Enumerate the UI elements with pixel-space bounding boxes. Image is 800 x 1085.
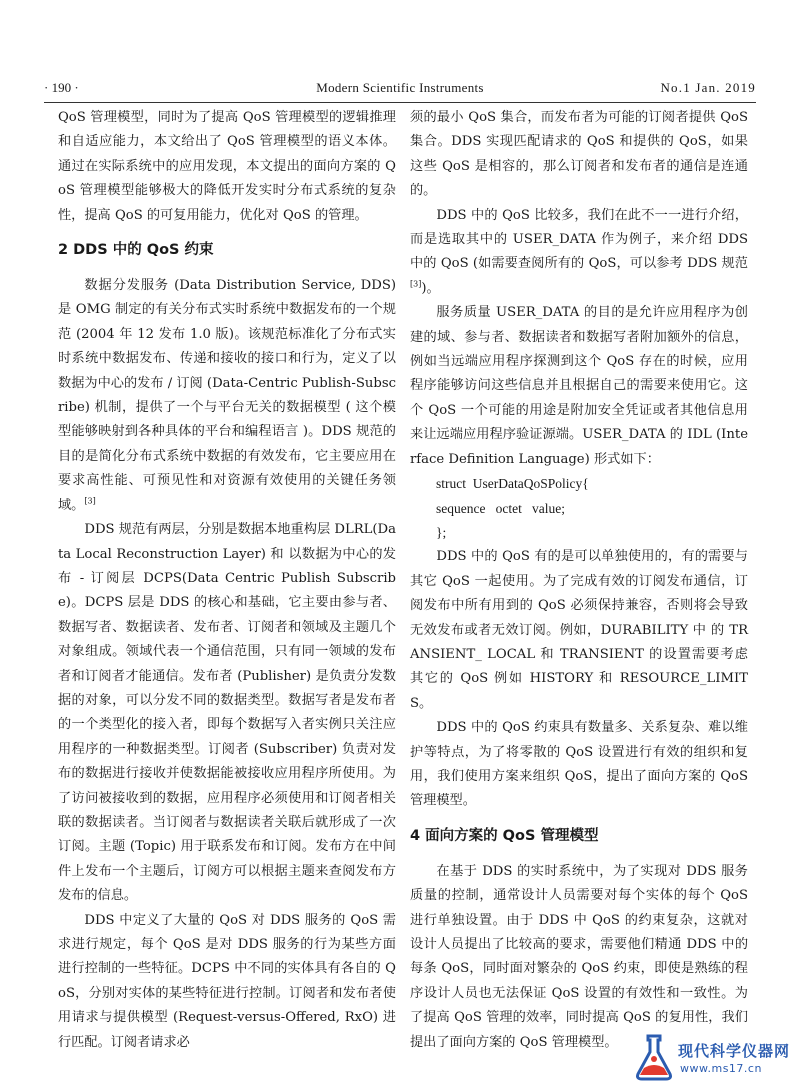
- section-heading: 2 DDS 中的 QoS 约束: [58, 242, 214, 259]
- paragraph: DDS 中的 QoS 约束具有数量多、关系复杂、难以维护等特点，为了将零散的 QoS 设置进行有效的组织和复用，我们使用方案来组织 QoS，提出了面向方案的 QoS 管理模型。: [410, 720, 748, 809]
- journal-name: Modern Scientific Instruments: [316, 80, 484, 95]
- paragraph: [410, 204, 748, 302]
- paragraph: QoS 管理模型，同时为了提高 QoS 管理模型的逻辑推理和自适应能力，本文给出了 QoS 管理模型的语义本体。通过在实际系统中的应用发现，本文提出的面向方案的 QoS 管理模型能够极大的降低开发实时分布式系统的复杂性，提高 QoS 的可复用能力，优化对 QoS 的管理。: [58, 110, 396, 223]
- paragraph: DDS 中定义了大量的 QoS 对 DDS 服务的 QoS 需求进行规定，每个 QoS 是对 DDS 服务的行为某些方面进行控制的一些特征。DCPS 中不同的实体具有各自的 QoS，分别对实体的某些特征进行控制。订阅者和发布者使用请求与提供模型 (Request-versus-Offered, RxO) 进行匹配。订阅者请求必: [58, 912, 396, 1050]
- paragraph: [58, 274, 396, 518]
- code-block: [410, 472, 748, 545]
- issue-info: No.1 Jan. 2019: [660, 80, 756, 95]
- paragraph-text: DDS 中的 QoS 比较多，我们在此不一一进行介绍，而是选取其中的 USER_DATA 作为例子，来介绍 DDS 中的 QoS (如需要查阅所有的 QoS，可以参考 DDS 规范: [410, 207, 748, 272]
- watermark-url: www.ms17.cn: [680, 1062, 762, 1075]
- page-number: · 190 ·: [44, 80, 79, 95]
- site-watermark: [630, 1030, 800, 1085]
- paragraph: 须的最小 QoS 集合，而发布者为可能的订阅者提供 QoS 集合。DDS 实现匹配请求的 QoS 和提供的 QoS，如果这些 QoS 是相容的，那么订阅者和发布者的通信是连通的。: [410, 110, 748, 199]
- code-line: };: [436, 524, 447, 540]
- left-column: [58, 106, 396, 1055]
- flask-logo-icon: [632, 1032, 676, 1082]
- running-header: [44, 78, 756, 103]
- paragraph: DDS 中的 QoS 有的是可以单独使用的，有的需要与其它 QoS 一起使用。为了完成有效的订阅发布通信，订阅发布中所有用到的 QoS 必须保持兼容，否则将会导致无效发布或者无效订阅。例如，DURABILITY 中 的 TRANSIENT_ LOCAL 和 TRANSIENT 的设置需要考虑其它的 QoS 例如 HISTORY 和 RESOURCE_LIMITS。: [410, 549, 748, 711]
- citation: [3]: [410, 279, 422, 289]
- code-line: struct UserDataQoSPolicy{: [436, 476, 589, 492]
- paragraph-text-end: )。: [421, 280, 440, 296]
- paragraph-text: 数据分发服务 (Data Distribution Service, DDS) 是 OMG 制定的有关分布式实时系统中数据发布的一个规范 (2004 年 12 发布 1.0 版)。该规范标准化了分布式实时系统中数据发布、传递和接收的接口和行为，定义了以数据为中心的发布 / 订阅 (Data-Centric Publish-Subscribe) 机制，提供了一个与平台无关的数据模型 ( 这个模型能够映射到各种具体的平台和编程语言 )。DDS 规范的目的是简化分布式系统中数据的有效发布，它主要应用在要求高性能、可预见性和对资源有效使用的关键任务领域。: [58, 278, 396, 513]
- paragraph: 在基于 DDS 的实时系统中，为了实现对 DDS 服务质量的控制，通常设计人员需要对每个实体的每个 QoS 进行单独设置。由于 DDS 中 QoS 的约束复杂，这就对设计人员提出了比较高的要求，需要他们精通 DDS 中的每条 QoS，同时面对繁杂的 QoS 约束，即使是熟练的程序设计人员也无法保证 QoS 设置的有效性和一致性。为了提高 QoS 管理的效率，同时提高 QoS 的复用性，我们提出了面向方案的 QoS 管理模型。: [410, 863, 748, 1050]
- watermark-name: 现代科学仪器网: [678, 1042, 791, 1060]
- code-line: sequence octet value;: [436, 500, 565, 516]
- citation: [3]: [84, 496, 96, 506]
- paragraph: DDS 规范有两层，分别是数据本地重构层 DLRL(Data Local Reconstruction Layer) 和 以数据为中心的发布 - 订阅层 DCPS(Data Centric Publish Subscribe)。DCPS 层是 DDS 的核心和基础，它主要由参与者、数据写者、数据读者、发布者、订阅者和领域及主题几个对象组成。领域代表一个通信范围，只有同一领域的发布者和订阅者才能通信。发布者 (Publisher) 是负责分发数据的对象，可以分发不同的数据类型。数据写者是发布者的一个类型化的接入者，即每个数据写入者实例只关注应用程序的一种数据类型。订阅者 (Subscriber) 负责对发布的数据进行接收并使数据能被接收应用程序所使用。为了访问被接收到的数据，应用程序必须使用和订阅者相关联的数据读者。当订阅者与数据读者关联后就形成了一次订阅。主题 (Topic) 用于联系发布和订阅。发布方在中间件上发布一个主题后，订阅方可以根据主题来查阅发布方发布的信息。: [58, 522, 396, 904]
- right-column: [410, 106, 748, 1055]
- paragraph: 服务质量 USER_DATA 的目的是允许应用程序为创建的域、参与者、数据读者和数据写者附加额外的信息，例如当远端应用程序探测到这个 QoS 存在的时候，应用程序能够访问这些信息并且根据自己的需要来使用它。这个 QoS 一个可能的用途是附加安全凭证或者其他信息用来让远端应用程序验证源端。USER_DATA 的 IDL (Interface Definition Language) 形式如下：: [410, 305, 748, 467]
- section-heading: 4 面向方案的 QoS 管理模型: [410, 827, 599, 844]
